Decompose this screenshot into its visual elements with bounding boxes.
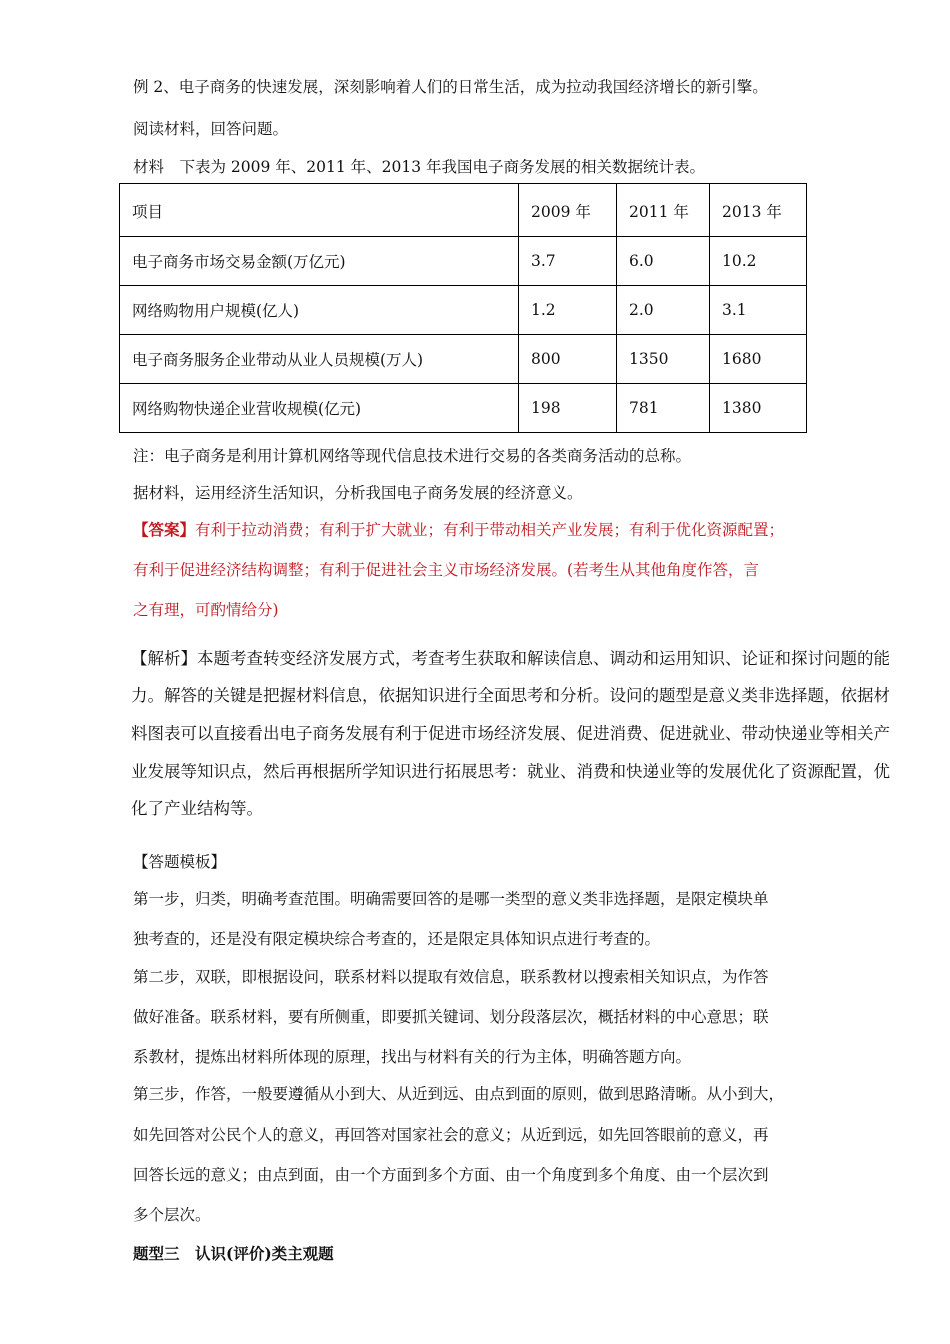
analysis-line-1: 【解析】本题考查转变经济发展方式，考查考生获取和解读信息、调动和运用知识、论证和探讨问题的能 (131, 649, 890, 668)
table-cell: 1.2 (519, 286, 617, 335)
table-header-cell: 2013 年 (710, 184, 807, 237)
template-title: 【答题模板】 (133, 853, 227, 871)
section-title: 题型三 认识(评价)类主观题 (133, 1244, 334, 1263)
table-cell: 电子商务市场交易金额(万亿元) (120, 237, 519, 286)
table-row (120, 335, 807, 384)
analysis-line-4: 业发展等知识点，然后再根据所学知识进行拓展思考：就业、消费和快递业等的发展优化了资源配置，优 (131, 762, 890, 781)
table-row (120, 384, 807, 433)
template-line: 做好准备。联系材料，要有所侧重，即要抓关键词、划分段落层次，概括材料的中心意思；联 (133, 1008, 769, 1026)
table-cell: 1350 (617, 335, 710, 384)
template-line: 第三步，作答，一般要遵循从小到大、从近到远、由点到面的原则，做到思路清晰。从小到大， (133, 1085, 785, 1103)
table-header-cell: 2011 年 (617, 184, 710, 237)
material-caption: 材料 下表为 2009 年、2011 年、2013 年我国电子商务发展的相关数据统计表。 (133, 158, 706, 176)
table-cell: 198 (519, 384, 617, 433)
table-cell: 10.2 (710, 237, 807, 286)
table-cell: 1380 (710, 384, 807, 433)
analysis-line-2: 力。解答的关键是把握材料信息，依据知识进行全面思考和分析。设问的题型是意义类非选择题，依据材 (131, 686, 890, 705)
table-cell: 网络购物快递企业营收规模(亿元) (120, 384, 519, 433)
answer-tag: 【答案】 (133, 520, 196, 539)
table-cell: 800 (519, 335, 617, 384)
template-line: 多个层次。 (133, 1206, 211, 1224)
template-line: 第二步，双联，即根据设问，联系材料以提取有效信息，联系教材以搜索相关知识点，为作答 (133, 968, 769, 986)
analysis-line-5: 化了产业结构等。 (131, 799, 263, 818)
answer-line-2: 有利于促进经济结构调整；有利于促进社会主义市场经济发展。(若考生从其他角度作答，言 (133, 561, 760, 579)
answer-text: 有利于拉动消费；有利于扩大就业；有利于带动相关产业发展；有利于优化资源配置； (195, 521, 785, 539)
table-cell: 3.1 (710, 286, 807, 335)
table-header-row (120, 184, 807, 237)
note: 注：电子商务是利用计算机网络等现代信息技术进行交易的各类商务活动的总称。 (133, 447, 692, 465)
table-row (120, 286, 807, 335)
table-cell: 6.0 (617, 237, 710, 286)
table-cell: 781 (617, 384, 710, 433)
instruction: 阅读材料，回答问题。 (133, 120, 289, 138)
answer-line-3: 之有理，可酌情给分) (133, 601, 279, 619)
template-line: 第一步，归类，明确考查范围。明确需要回答的是哪一类型的意义类非选择题，是限定模块单 (133, 890, 769, 908)
table-cell: 电子商务服务企业带动从业人员规模(万人) (120, 335, 519, 384)
statistics-table (119, 183, 807, 433)
table-cell: 3.7 (519, 237, 617, 286)
table-header-cell: 项目 (120, 184, 519, 237)
table-cell: 2.0 (617, 286, 710, 335)
analysis-line-3: 料图表可以直接看出电子商务发展有利于促进市场经济发展、促进消费、促进就业、带动快递业等相关产 (131, 724, 890, 743)
table-header-cell: 2009 年 (519, 184, 617, 237)
example-intro: 例 2、电子商务的快速发展，深刻影响着人们的日常生活，成为拉动我国经济增长的新引擎。 (133, 78, 768, 96)
table-cell: 1680 (710, 335, 807, 384)
template-line: 系教材，提炼出材料所体现的原理，找出与材料有关的行为主体，明确答题方向。 (133, 1048, 692, 1066)
question: 据材料，运用经济生活知识，分析我国电子商务发展的经济意义。 (133, 484, 583, 502)
template-line: 回答长远的意义；由点到面，由一个方面到多个方面、由一个角度到多个角度、由一个层次到 (133, 1166, 769, 1184)
table-row (120, 237, 807, 286)
answer-line-1 (133, 520, 784, 540)
template-line: 如先回答对公民个人的意义，再回答对国家社会的意义；从近到远，如先回答眼前的意义，再 (133, 1126, 769, 1144)
template-line: 独考查的，还是没有限定模块综合考查的，还是限定具体知识点进行考查的。 (133, 930, 661, 948)
table-cell: 网络购物用户规模(亿人) (120, 286, 519, 335)
